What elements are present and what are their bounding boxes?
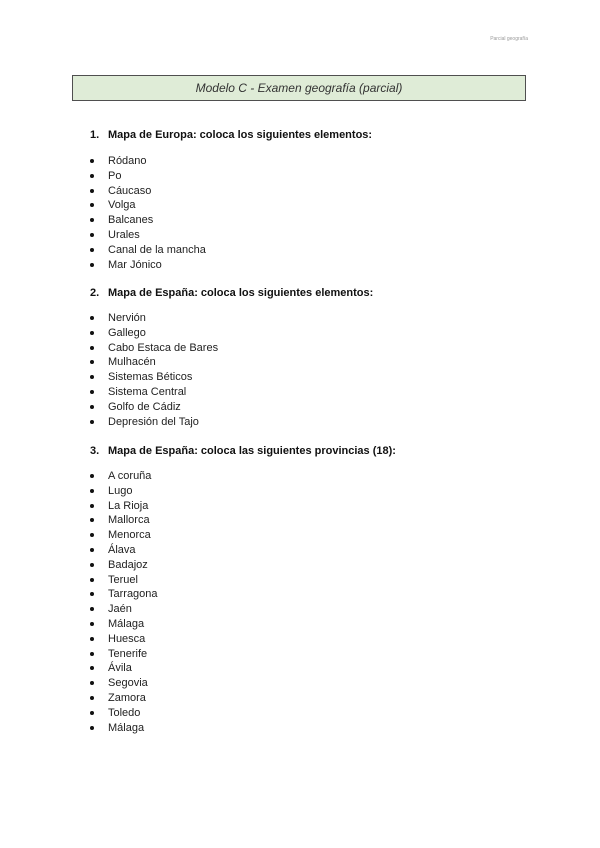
list-item: Málaga bbox=[90, 617, 158, 632]
list-item: Canal de la mancha bbox=[90, 243, 206, 258]
list-item: Lugo bbox=[90, 484, 158, 499]
list-item: Cabo Estaca de Bares bbox=[90, 341, 218, 356]
list-item: Volga bbox=[90, 198, 206, 213]
section-title: Mapa de España: coloca los siguientes elementos: bbox=[108, 287, 374, 299]
list-item: Tenerife bbox=[90, 647, 158, 662]
list-item: Depresión del Tajo bbox=[90, 415, 218, 430]
list-item: Tarragona bbox=[90, 587, 158, 602]
section-title: Mapa de España: coloca las siguientes provincias (18): bbox=[108, 445, 396, 457]
section-3-list bbox=[90, 469, 158, 735]
list-item: Mallorca bbox=[90, 513, 158, 528]
list-item: Jaén bbox=[90, 602, 158, 617]
list-item: Teruel bbox=[90, 573, 158, 588]
title-box bbox=[72, 75, 526, 101]
document-title: Modelo C - Examen geografía (parcial) bbox=[195, 81, 403, 95]
list-item: La Rioja bbox=[90, 499, 158, 514]
list-item: Sistema Central bbox=[90, 385, 218, 400]
list-item: Ávila bbox=[90, 661, 158, 676]
section-1-heading bbox=[90, 129, 372, 141]
list-item: Po bbox=[90, 169, 206, 184]
section-1-list bbox=[90, 154, 206, 272]
list-item: Cáucaso bbox=[90, 184, 206, 199]
list-item: Golfo de Cádiz bbox=[90, 400, 218, 415]
list-item: Sistemas Béticos bbox=[90, 370, 218, 385]
list-item: Zamora bbox=[90, 691, 158, 706]
list-item: Mar Jónico bbox=[90, 258, 206, 273]
section-number: 1. bbox=[90, 129, 100, 141]
list-item: Gallego bbox=[90, 326, 218, 341]
section-number: 2. bbox=[90, 287, 100, 299]
list-item: Toledo bbox=[90, 706, 158, 721]
list-item: Ródano bbox=[90, 154, 206, 169]
list-item: Nervión bbox=[90, 311, 218, 326]
list-item: Huesca bbox=[90, 632, 158, 647]
list-item: Urales bbox=[90, 228, 206, 243]
list-item: Segovia bbox=[90, 676, 158, 691]
list-item: Álava bbox=[90, 543, 158, 558]
list-item: Balcanes bbox=[90, 213, 206, 228]
section-2-heading bbox=[90, 287, 373, 299]
section-number: 3. bbox=[90, 445, 100, 457]
list-item: Menorca bbox=[90, 528, 158, 543]
list-item: Badajoz bbox=[90, 558, 158, 573]
section-title: Mapa de Europa: coloca los siguientes elementos: bbox=[108, 129, 373, 141]
page-header-note: Parcial geografía bbox=[490, 36, 528, 42]
list-item: Mulhacén bbox=[90, 355, 218, 370]
section-3-heading bbox=[90, 445, 396, 457]
list-item: Málaga bbox=[90, 721, 158, 736]
section-2-list bbox=[90, 311, 218, 429]
list-item: A coruña bbox=[90, 469, 158, 484]
